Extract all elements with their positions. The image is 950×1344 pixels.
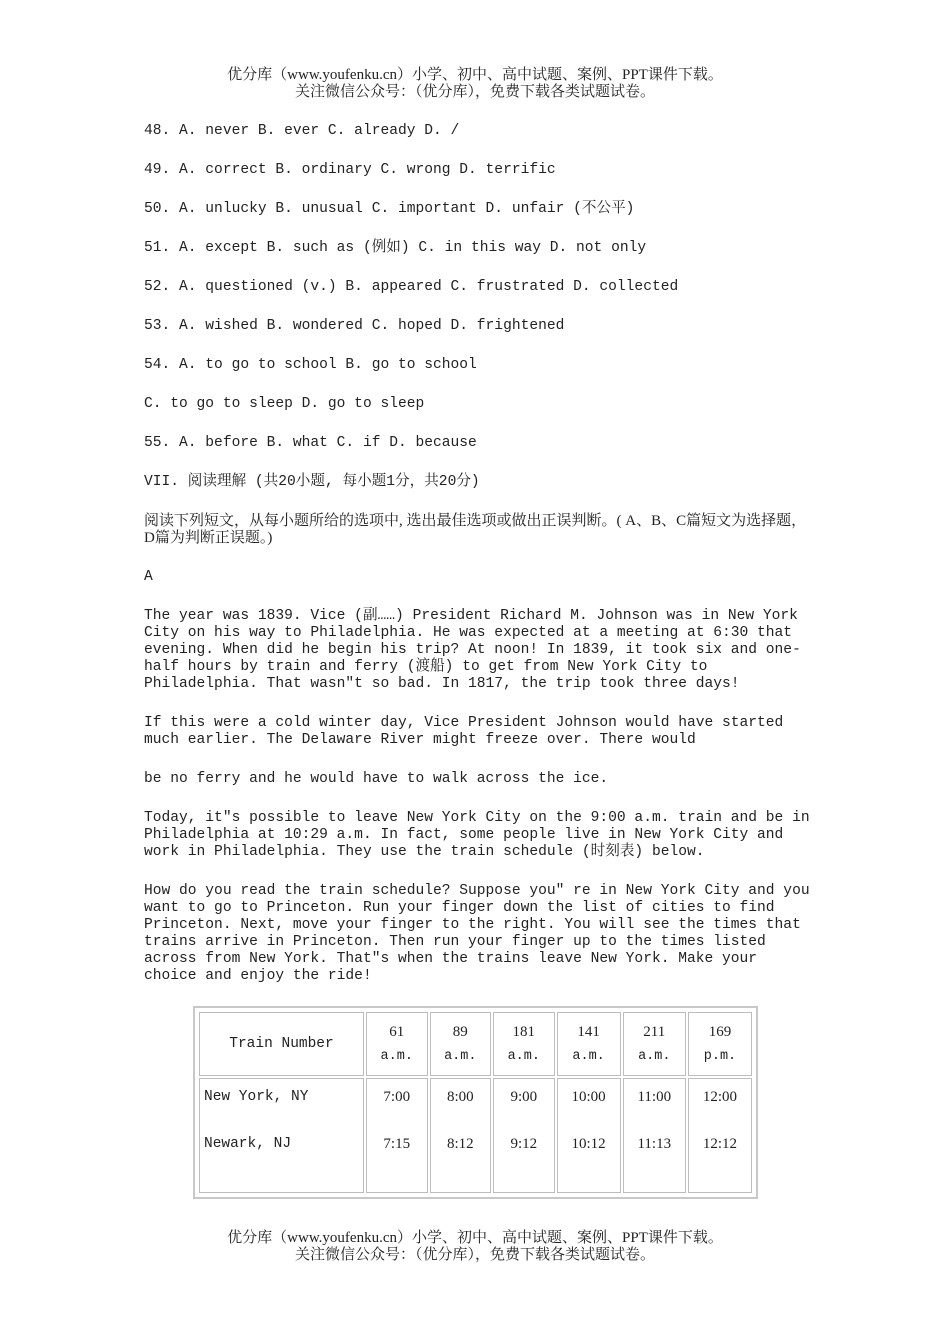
time-cell: 8:00 (446, 1089, 474, 1105)
train-col-header (493, 1012, 555, 1076)
train-number: 89 (452, 1024, 468, 1040)
time-cell: 11:00 (637, 1089, 672, 1105)
train-period: a.m. (638, 1049, 671, 1064)
time-cell: 8:12 (446, 1136, 474, 1152)
passage-paragraph-1: The year was 1839. Vice (副……) President Richard M. Johnson was in New York City on his way to Philadelphia. He was expected at a meeting at 6:30 that evening. When did he begin his trip? At noon! In 1839, it took six and one-half hours by train and ferry (渡船) to get from New York City to Philadelphia. That wasn"t so bad. In 1817, the trip took three days! (144, 608, 807, 692)
question-54-continued: C. to go to sleep D. go to sleep (144, 396, 425, 412)
section-instructions: 阅读下列短文，从每小题所给的选项中, 选出最佳选项或做出正误判断。( A、B、C篇短文为选择题，D篇为判断正误题。) (144, 513, 807, 546)
question-51: 51. A. except B. such as (例如) C. in this way D. not only (144, 240, 647, 256)
time-cell: 7:15 (383, 1136, 411, 1152)
footer-line-1: 优分库（www.youfenku.cn）小学、初中、高中试题、案例、PPT课件下载。 (227, 1230, 723, 1246)
train-period: p.m. (703, 1049, 737, 1064)
passage-label: A (144, 569, 153, 585)
question-49: 49. A. correct B. ordinary C. wrong D. terrific (144, 162, 556, 178)
time-cell: 9:12 (510, 1136, 538, 1152)
train-schedule (193, 1006, 758, 1199)
question-52: 52. A. questioned (v.) B. appeared C. frustrated D. collected (144, 279, 679, 295)
train-period: a.m. (380, 1049, 413, 1064)
page-footer (0, 1230, 950, 1264)
time-column (557, 1078, 621, 1193)
time-column (493, 1078, 555, 1193)
train-col-header (430, 1012, 492, 1076)
section-title: VII. 阅读理解 (共20小题, 每小题1分，共20分) (144, 474, 480, 490)
train-col-header (557, 1012, 621, 1076)
train-col-header (688, 1012, 752, 1076)
question-53: 53. A. wished B. wondered C. hoped D. frightened (144, 318, 565, 334)
time-cell: 11:13 (637, 1136, 672, 1152)
train-number: 141 (577, 1024, 600, 1040)
train-number: 211 (643, 1024, 666, 1040)
train-col-header (366, 1012, 428, 1076)
question-55: 55. A. before B. what C. if D. because (144, 435, 477, 451)
city-name: New York, NY (204, 1089, 309, 1105)
train-period: a.m. (444, 1049, 477, 1064)
train-number: 181 (512, 1024, 536, 1040)
passage-paragraph-3: be no ferry and he would have to walk across the ice. (144, 771, 609, 787)
time-cell: 10:12 (571, 1136, 606, 1152)
time-cell: 7:00 (383, 1089, 411, 1105)
schedule-body-row (199, 1078, 752, 1193)
header-line-1: 优分库（www.youfenku.cn）小学、初中、高中试题、案例、PPT课件下载。 (227, 67, 723, 83)
question-50: 50. A. unlucky B. unusual C. important D. unfair (不公平) (144, 201, 635, 217)
train-number: 61 (389, 1024, 405, 1040)
time-column (430, 1078, 492, 1193)
train-schedule-table (197, 1010, 754, 1195)
passage-paragraph-2: If this were a cold winter day, Vice President Johnson would have started much earlier. The Delaware River might freeze over. There would (144, 715, 793, 748)
time-cell: 12:00 (702, 1089, 738, 1105)
time-column (366, 1078, 428, 1193)
train-period: a.m. (507, 1049, 540, 1064)
question-48: 48. A. never B. ever C. already D. / (144, 123, 460, 139)
city-name: Newark, NJ (204, 1136, 292, 1152)
passage-paragraph-4: Today, it"s possible to leave New York City on the 9:00 a.m. train and be in Philadelphia at 10:29 a.m. In fact, some people live in New York City and work in Philadelphia. They use the train schedule (时刻表) below. (144, 810, 819, 860)
time-cell: 12:12 (702, 1136, 738, 1152)
time-column (688, 1078, 752, 1193)
train-number-header: Train Number (199, 1012, 364, 1076)
footer-line-2: 关注微信公众号：（优分库），免费下载各类试题试卷。 (294, 1247, 655, 1263)
question-54: 54. A. to go to school B. go to school (144, 357, 477, 373)
time-cell: 10:00 (571, 1089, 606, 1105)
time-column (623, 1078, 686, 1193)
schedule-header-row (199, 1012, 752, 1076)
page-header (0, 67, 950, 101)
train-number: 169 (708, 1024, 732, 1040)
passage-paragraph-5: How do you read the train schedule? Suppose you" re in New York City and you want to go to Princeton. Run your finger down the list of cities to find Princeton. Next, move your finger to the right. You will see the times that trains arrive in Princeton. Then run your finger up to the times listed across from New York. That"s when the trains leave New York. Make your choice and enjoy the ride! (144, 883, 819, 984)
time-cell: 9:00 (510, 1089, 538, 1105)
train-period: a.m. (572, 1049, 605, 1064)
city-column (199, 1078, 364, 1193)
train-col-header (623, 1012, 686, 1076)
document-body (144, 123, 819, 1007)
header-line-2: 关注微信公众号：（优分库），免费下载各类试题试卷。 (294, 84, 655, 100)
